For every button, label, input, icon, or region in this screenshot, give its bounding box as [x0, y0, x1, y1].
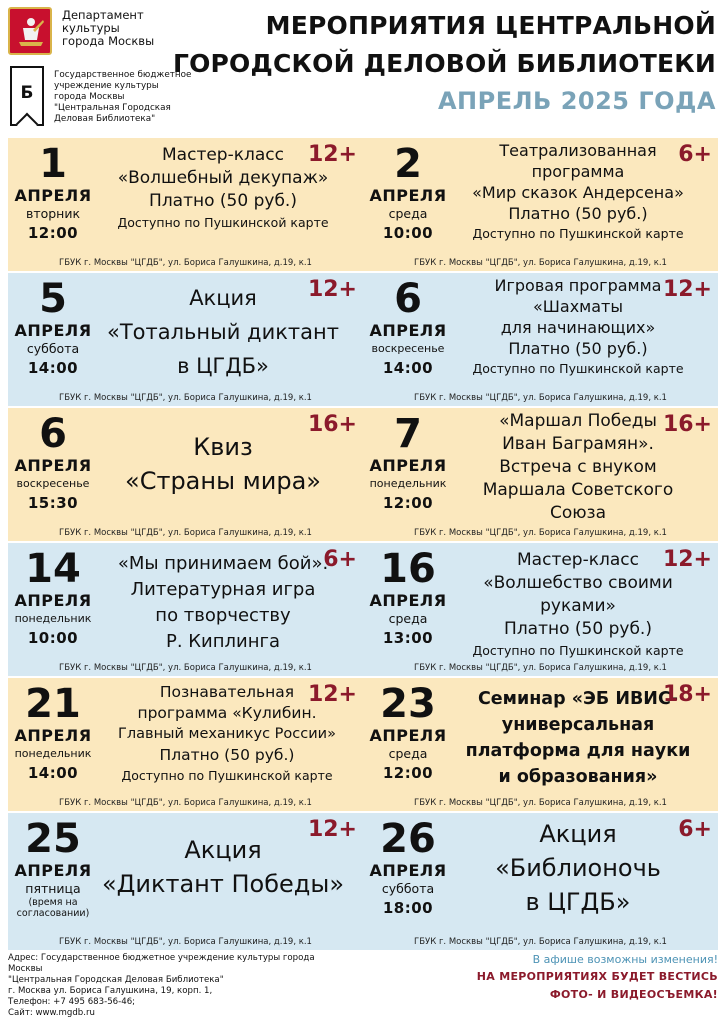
event-venue-address: ГБУК г. Москвы "ЦГДБ", ул. Бориса Галушкина, д.19, к.1 — [59, 258, 312, 268]
age-rating-badge: 12+ — [307, 817, 357, 842]
event-date: 21 АПРЕЛЯ понедельник 14:00 — [14, 681, 92, 782]
age-rating-badge: 12+ — [307, 682, 357, 707]
event-venue-address: ГБУК г. Москвы "ЦГДБ", ул. Бориса Галушкина, д.19, к.1 — [414, 798, 667, 808]
photo-notice-line2: ФОТО- И ВИДЕОСЪЕМКА! — [549, 988, 718, 1001]
event-venue-address: ГБУК г. Москвы "ЦГДБ", ул. Бориса Галушкина, д.19, к.1 — [414, 258, 667, 268]
events-grid — [8, 138, 718, 952]
age-rating-badge: 12+ — [307, 277, 357, 302]
footer-contacts: Адрес: Государственное бюджетное учреждение культуры города Москвы "Центральная Городская Деловая Библиотека" г. Москва ул. Бориса Галушкина, 19, корп. 1, Телефон: +7 495 683-56-46; Сайт: www.mgdb.ru — [8, 953, 348, 1019]
changes-notice: В афише возможны изменения! — [532, 953, 718, 966]
event-description: Мастер-класс «Волшебство своими руками» Платно (50 руб.) Доступно по Пушкинской карте — [472, 550, 684, 658]
event-venue-address: ГБУК г. Москвы "ЦГДБ", ул. Бориса Галушкина, д.19, к.1 — [414, 528, 667, 538]
age-rating-badge: 18+ — [662, 682, 712, 707]
event-venue-address: ГБУК г. Москвы "ЦГДБ", ул. Бориса Галушкина, д.19, к.1 — [59, 528, 312, 538]
event-date: 6 АПРЕЛЯ воскресенье 14:00 — [369, 276, 447, 377]
event-description: Театрализованная программа «Мир сказок Андерсена» Платно (50 руб.) Доступно по Пушкинской карте — [472, 141, 684, 241]
event-description: Акция «Библионочь в ЦГДБ» — [495, 820, 661, 916]
event-card — [8, 273, 363, 391]
footer — [8, 953, 718, 1021]
event-description: Мастер-класс «Волшебный декупаж» Платно (50 руб.) Доступно по Пушкинской карте — [117, 145, 329, 230]
event-date: 16 АПРЕЛЯ среда 13:00 — [369, 546, 447, 647]
event-card — [363, 543, 718, 661]
page-title-line1: МЕРОПРИЯТИЯ ЦЕНТРАЛЬНОЙ — [265, 11, 716, 40]
event-description: «Мы принимаем бой». Литературная игра по творчеству Р. Киплинга — [117, 553, 329, 652]
age-rating-badge: 6+ — [323, 547, 357, 572]
event-card — [363, 678, 718, 796]
event-card — [363, 273, 718, 391]
page-title-line2: ГОРОДСКОЙ ДЕЛОВОЙ БИБЛИОТЕКИ — [172, 49, 716, 78]
age-rating-badge: 12+ — [662, 277, 712, 302]
event-date: 2 АПРЕЛЯ среда 10:00 — [369, 141, 447, 242]
event-row — [8, 678, 718, 811]
page-subtitle-month: АПРЕЛЬ 2025 ГОДА — [437, 87, 716, 115]
event-description: «Маршал Победы Иван Баграмян». Встреча с внуком Маршала Советского Союза — [482, 411, 674, 523]
event-row — [8, 408, 718, 541]
event-date: 1 АПРЕЛЯ вторник 12:00 — [14, 141, 92, 242]
event-date: 23 АПРЕЛЯ среда 12:00 — [369, 681, 447, 782]
age-rating-badge: 12+ — [307, 142, 357, 167]
event-description: Акция «Тотальный диктант в ЦГДБ» — [107, 286, 339, 378]
event-row — [8, 813, 718, 950]
event-description: Квиз «Страны мира» — [125, 433, 321, 495]
event-date: 14 АПРЕЛЯ понедельник 10:00 — [14, 546, 92, 647]
event-card — [8, 408, 363, 526]
event-date: 25 АПРЕЛЯ пятница (время на согласовании) — [14, 816, 92, 919]
age-rating-badge: 12+ — [662, 547, 712, 572]
event-card — [363, 813, 718, 931]
age-rating-badge: 16+ — [307, 412, 357, 437]
moscow-coat-of-arms-icon — [8, 7, 52, 55]
event-card — [8, 678, 363, 796]
event-venue-address: ГБУК г. Москвы "ЦГДБ", ул. Бориса Галушкина, д.19, к.1 — [59, 393, 312, 403]
event-card — [8, 543, 363, 661]
photo-notice-line1: НА МЕРОПРИЯТИЯХ БУДЕТ ВЕСТИСЬ — [476, 970, 718, 983]
event-description: Акция «Диктант Победы» — [101, 836, 345, 898]
department-name: Департамент культуры города Москвы — [62, 8, 155, 48]
event-description: Познавательная программа «Кулибин. Главный механикус России» Платно (50 руб.) Доступно по Пушкинской карте — [118, 683, 336, 783]
event-date: 6 АПРЕЛЯ воскресенье 15:30 — [14, 411, 92, 512]
event-card — [363, 138, 718, 256]
website-link: Сайт: www.mgdb.ru — [8, 1008, 95, 1018]
event-date: 7 АПРЕЛЯ понедельник 12:00 — [369, 411, 447, 512]
event-venue-address: ГБУК г. Москвы "ЦГДБ", ул. Бориса Галушкина, д.19, к.1 — [59, 798, 312, 808]
event-venue-address: ГБУК г. Москвы "ЦГДБ", ул. Бориса Галушкина, д.19, к.1 — [59, 937, 312, 947]
event-card — [8, 813, 363, 931]
event-row — [8, 273, 718, 406]
age-rating-badge: 6+ — [678, 142, 712, 167]
event-date: 26 АПРЕЛЯ суббота 18:00 — [369, 816, 447, 917]
event-row — [8, 543, 718, 676]
event-card — [8, 138, 363, 256]
age-rating-badge: 16+ — [662, 412, 712, 437]
event-venue-address: ГБУК г. Москвы "ЦГДБ", ул. Бориса Галушкина, д.19, к.1 — [414, 393, 667, 403]
library-org-name: Государственное бюджетное учреждение культуры города Москвы "Центральная Городская Деловая Библиотека" — [54, 70, 192, 124]
header — [0, 0, 724, 136]
event-venue-address: ГБУК г. Москвы "ЦГДБ", ул. Бориса Галушкина, д.19, к.1 — [414, 937, 667, 947]
event-venue-address: ГБУК г. Москвы "ЦГДБ", ул. Бориса Галушкина, д.19, к.1 — [414, 663, 667, 673]
event-card — [363, 408, 718, 526]
library-logo-icon: Б — [10, 66, 44, 126]
event-description: Семинар «ЭБ ИВИС- универсальная платформа для науки и образования» — [465, 689, 691, 787]
event-date: 5 АПРЕЛЯ суббота 14:00 — [14, 276, 92, 377]
event-venue-address: ГБУК г. Москвы "ЦГДБ", ул. Бориса Галушкина, д.19, к.1 — [59, 663, 312, 673]
age-rating-badge: 6+ — [678, 817, 712, 842]
event-row — [8, 138, 718, 271]
event-description: Игровая программа «Шахматы для начинающих» Платно (50 руб.) Доступно по Пушкинской карте — [472, 276, 684, 376]
